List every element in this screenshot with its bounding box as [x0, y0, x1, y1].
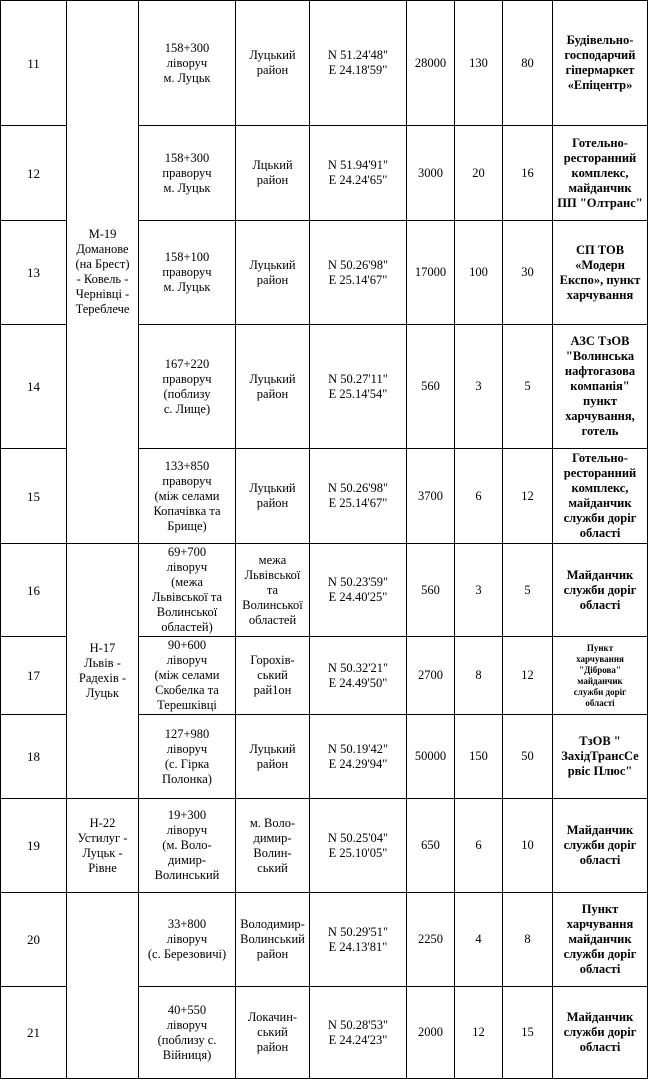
district: Луцький район [236, 449, 310, 544]
value-2: 12 [455, 987, 503, 1079]
district: Горохів- ський рай1он [236, 637, 310, 715]
value-3: 80 [503, 1, 553, 126]
row-number: 11 [1, 1, 67, 126]
kilometer-side: 158+300 праворуч м. Луцьк [139, 126, 236, 221]
district: межа Львівської та Волинської областей [236, 544, 310, 637]
row-number: 18 [1, 715, 67, 799]
coordinates: N 50.19'42" E 24.29'94" [310, 715, 407, 799]
organization: Готельно- ресторанний комплекс, майданчик служби доріг області [553, 449, 648, 544]
coordinates: N 51.24'48" E 24.18'59" [310, 1, 407, 126]
coordinates: N 50.26'98" E 25.14'67" [310, 221, 407, 325]
value-1: 50000 [407, 715, 455, 799]
district: Луцький район [236, 1, 310, 126]
kilometer-side: 167+220 праворуч (поблизу с. Лище) [139, 325, 236, 449]
value-1: 2000 [407, 987, 455, 1079]
value-2: 6 [455, 449, 503, 544]
row-number: 19 [1, 799, 67, 893]
kilometer-side: 40+550 ліворуч (поблизу с. Війниця) [139, 987, 236, 1079]
row-number: 15 [1, 449, 67, 544]
organization: Будівельно- господарчий гіпермаркет «Епіцентр» [553, 1, 648, 126]
coordinates: N 50.28'53" E 24.24'23" [310, 987, 407, 1079]
district: Луцький район [236, 325, 310, 449]
value-2: 8 [455, 637, 503, 715]
value-3: 5 [503, 544, 553, 637]
value-3: 16 [503, 126, 553, 221]
organization: Майданчик служби доріг області [553, 544, 648, 637]
road-name: Н-22 Устилуг - Луцьк - Рівне [67, 799, 139, 893]
organization: СП ТОВ «Модерн Експо», пункт харчування [553, 221, 648, 325]
coordinates: N 50.32'21" E 24.49'50" [310, 637, 407, 715]
district: Луцький район [236, 715, 310, 799]
district: Лцький район [236, 126, 310, 221]
row-number: 14 [1, 325, 67, 449]
value-2: 20 [455, 126, 503, 221]
organization: Майданчик служби доріг області [553, 987, 648, 1079]
kilometer-side: 158+300 ліворуч м. Луцьк [139, 1, 236, 126]
organization: Готельно- ресторанний комплекс, майданчик ПП "Олтранс" [553, 126, 648, 221]
value-3: 5 [503, 325, 553, 449]
kilometer-side: 90+600 ліворуч (між селами Скобелка та Терешківці [139, 637, 236, 715]
organization: Пункт харчування майданчик служби доріг області [553, 893, 648, 987]
table-row [1, 799, 648, 893]
coordinates: N 51.94'91" E 24.24'65" [310, 126, 407, 221]
value-1: 2700 [407, 637, 455, 715]
table-row [1, 544, 648, 637]
value-2: 4 [455, 893, 503, 987]
row-number: 16 [1, 544, 67, 637]
kilometer-side: 133+850 праворуч (між селами Копачівка та Брище) [139, 449, 236, 544]
value-3: 10 [503, 799, 553, 893]
row-number: 20 [1, 893, 67, 987]
value-2: 150 [455, 715, 503, 799]
road-name: М-19 Доманове (на Брест) - Ковель - Чернівці - Тереблече [67, 1, 139, 544]
value-3: 50 [503, 715, 553, 799]
value-2: 130 [455, 1, 503, 126]
organization: Пункт харчування "Діброва" майданчик служби доріг області [553, 637, 648, 715]
kilometer-side: 127+980 ліворуч (с. Гірка Полонка) [139, 715, 236, 799]
kilometer-side: 33+800 ліворуч (с. Березовичі) [139, 893, 236, 987]
coordinates: N 50.25'04" E 25.10'05" [310, 799, 407, 893]
row-number: 12 [1, 126, 67, 221]
table-row [1, 1, 648, 126]
value-3: 12 [503, 637, 553, 715]
kilometer-side: 19+300 ліворуч (м. Воло- димир- Волинський [139, 799, 236, 893]
value-1: 650 [407, 799, 455, 893]
district: Локачин- ський район [236, 987, 310, 1079]
coordinates: N 50.27'11" E 25.14'54" [310, 325, 407, 449]
coordinates: N 50.26'98" E 25.14'67" [310, 449, 407, 544]
value-1: 3700 [407, 449, 455, 544]
row-number: 21 [1, 987, 67, 1079]
organization: ТзОВ " ЗахідТрансСе рвіс Плюс" [553, 715, 648, 799]
organization: Майданчик служби доріг області [553, 799, 648, 893]
value-1: 28000 [407, 1, 455, 126]
coordinates: N 50.23'59" E 24.40'25" [310, 544, 407, 637]
value-2: 6 [455, 799, 503, 893]
value-1: 3000 [407, 126, 455, 221]
road-name: Н-17 Львів - Радехів - Луцьк [67, 544, 139, 799]
value-2: 3 [455, 544, 503, 637]
road-name-empty [67, 893, 139, 1079]
value-1: 560 [407, 544, 455, 637]
district: м. Воло- димир- Волин- ський [236, 799, 310, 893]
value-3: 30 [503, 221, 553, 325]
value-2: 3 [455, 325, 503, 449]
district: Володимир- Волинський район [236, 893, 310, 987]
value-3: 8 [503, 893, 553, 987]
organization: АЗС ТзОВ "Волинська нафтогазова компанія" пункт харчування, готель [553, 325, 648, 449]
value-1: 2250 [407, 893, 455, 987]
value-3: 12 [503, 449, 553, 544]
kilometer-side: 69+700 ліворуч (межа Львівської та Волинської областей) [139, 544, 236, 637]
kilometer-side: 158+100 праворуч м. Луцьк [139, 221, 236, 325]
coordinates: N 50.29'51" E 24.13'81" [310, 893, 407, 987]
district: Луцький район [236, 221, 310, 325]
value-1: 17000 [407, 221, 455, 325]
table-row [1, 893, 648, 987]
row-number: 13 [1, 221, 67, 325]
row-number: 17 [1, 637, 67, 715]
value-3: 15 [503, 987, 553, 1079]
value-1: 560 [407, 325, 455, 449]
value-2: 100 [455, 221, 503, 325]
